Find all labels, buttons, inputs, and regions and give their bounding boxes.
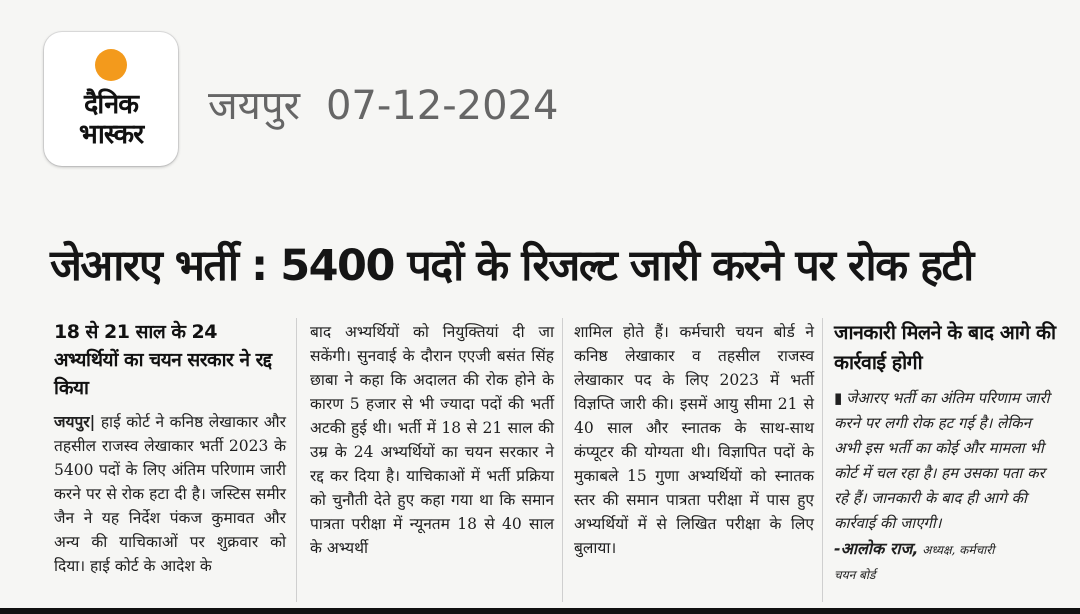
edition-dateline [208,76,558,131]
sidebar-attribution [834,536,1058,587]
article-body-1-text: हाई कोर्ट ने कनिष्ठ लेखाकार और तहसील राजस्व लेखाकार भर्ती 2023 के 5400 पदों के लिए अंतिम परिणाम जारी करने पर से रोक हटा दी है। जस्टिस समीर जैन ने यह निर्देश पंकज कुमावत और अन्य की याचिकाओं पर शुक्रवार को दिया। हाई कोर्ट के आदेश के [54,413,286,575]
article-subheading: 18 से 21 साल के 24 अभ्यर्थियों का चयन सरकार ने रद्द किया [54,321,272,399]
article-column-2 [310,320,554,560]
edition-city: जयपुर [208,83,300,129]
article-body-1 [54,410,286,578]
sidebar-quote-text: जेआरए भर्ती का अंतिम परिणाम जारी करने पर लगी रोक हट गई है। लेकिन अभी इस भर्ती का कोई और मामला भी कोर्ट में चल रहा है। हम उसका पता कर रहे हैं। जानकारी के बाद ही आगे की कार्रवाई की जाएगी। [834,389,1050,532]
article-headline: जेआरए भर्ती : 5400 पदों के रिजल्ट जारी करने पर रोक हटी [50,241,973,291]
article-column-1 [54,318,286,578]
sidebar-quote [834,386,1058,587]
article-body-2: बाद अभ्यर्थियों को नियुक्तियां दी जा सकेंगी। सुनवाई के दौरान एएजी बसंत सिंह छाबा ने कहा कि अदालत की रोक होने के कारण 5 हजार से भी ज्यादा पदों की भर्ती अटकी हुई थी। भर्ती में 18 से 21 साल की उम्र के 24 अभ्यर्थियों का चयन सरकार ने रद्द कर दिया है। याचिकाओं में भर्ती प्रक्रिया को चुनौती देते हुए कहा गया था कि समान पात्रता परीक्षा में न्यूनतम 18 से 40 साल के अभ्यर्थी [310,323,554,557]
column-divider [296,318,297,602]
logo-text-line1: दैनिक [83,89,139,120]
sidebar-box [834,318,1058,587]
sun-icon [95,49,127,81]
column-divider [562,318,563,602]
quote-marker-icon: ▮ [834,389,843,407]
attribution-org: चयन बोर्ड [834,568,876,582]
logo-text-line2: भास्कर [78,119,144,150]
dainik-bhaskar-logo [44,32,178,166]
article-dateline-city: जयपुर| [54,412,96,431]
sidebar-heading: जानकारी मिलने के बाद आगे की कार्रवाई होगी [834,321,1056,374]
article-column-3 [574,320,814,560]
bottom-border [0,608,1080,614]
article-body-3: शामिल होते हैं। कर्मचारी चयन बोर्ड ने कनिष्ठ लेखाकार व तहसील राजस्व लेखाकार पद के लिए 2023 में भर्ती विज्ञप्ति जारी की। इसमें आयु सीमा 21 से 40 साल और स्नातक के साथ-साथ कंप्यूटर की योग्यता थी। विज्ञापित पदों के मुकाबले 15 गुणा अभ्यर्थियों को स्नातक स्तर की समान पात्रता परीक्षा में पास हुए अभ्यर्थियों में से लिखित परीक्षा के लिए बुलाया। [574,323,814,557]
column-divider [822,318,823,602]
attribution-role: अध्यक्ष, कर्मचारी [918,543,995,557]
attribution-name: -आलोक राज, [834,539,919,558]
edition-date: 07-12-2024 [325,83,559,129]
